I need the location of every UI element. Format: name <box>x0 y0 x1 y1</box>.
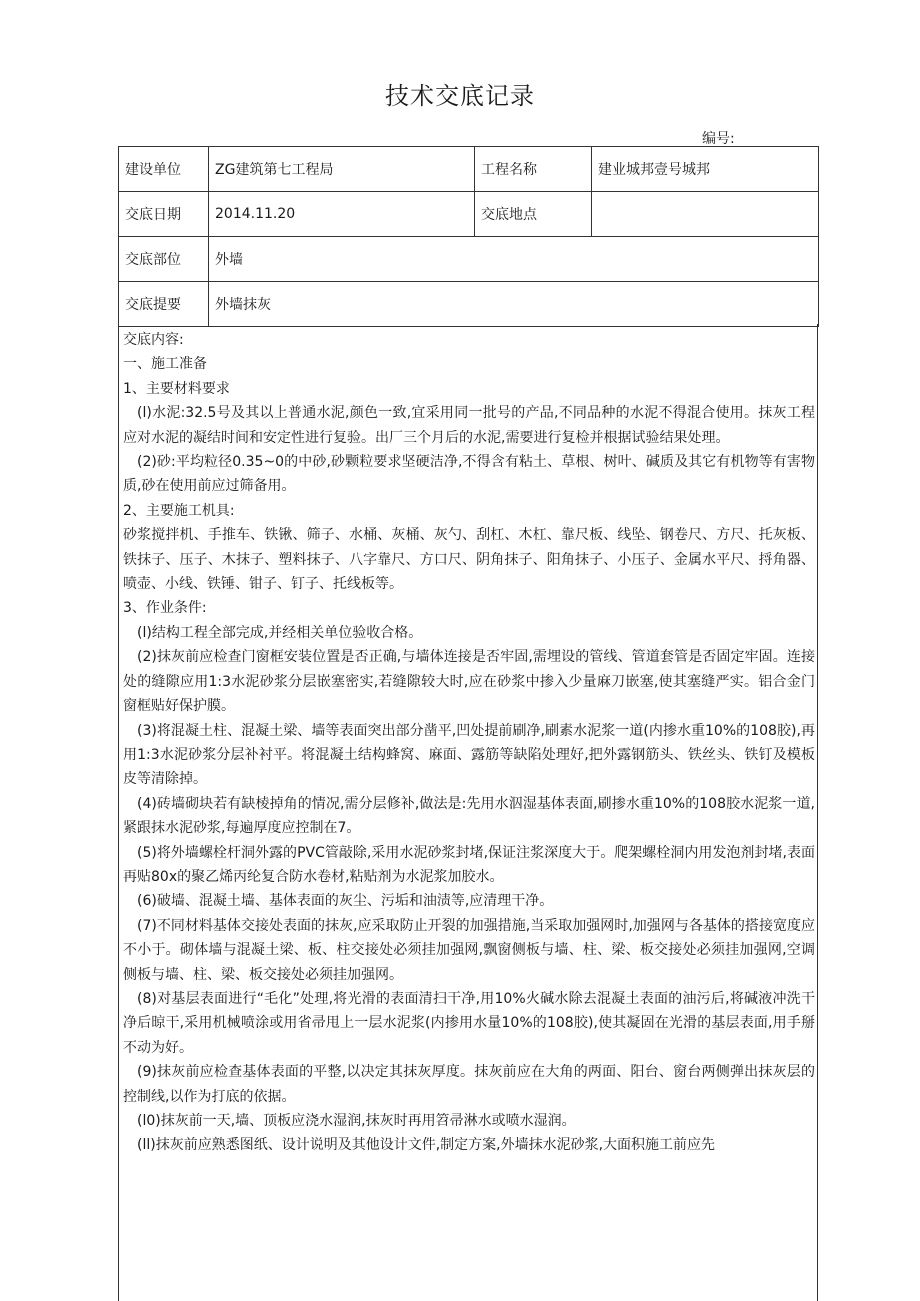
paragraph: (9)抹灰前应检查基体表面的平整,以决定其抹灰厚度。抹灰前应在大角的两面、阳台、窗台两侧弹出抹灰层的控制线,以作为打底的依据。 <box>123 1064 815 1105</box>
paragraph: (6)破墙、混凝土墙、基体表面的灰尘、污垢和油渍等,应清理干净。 <box>137 893 554 910</box>
paragraph: (2)砂:平均粒径0.35~0的中砂,砂颗粒要求坚硬洁净,不得含有粘土、草根、树叶、碱质及其它有机物等有害物质,砂在使用前应过筛备用。 <box>123 454 815 495</box>
paragraph: (5)将外墙螺栓杆洞外露的PVC管敲除,采用水泥砂浆封堵,保证注浆深度大于。爬架螺栓洞内用发泡剂封堵,表面再贴80x的聚乙烯丙纶复合防水卷材,粘贴剂为水泥浆加胶水。 <box>123 844 815 885</box>
paragraph: (3)将混凝土柱、混凝土梁、墙等表面突出部分凿平,凹处提前刷净,刷素水泥浆一道(内掺水重10%的108胶),再用1:3水泥砂浆分层补衬平。将混凝土结构蜂窝、麻面、露筋等缺陷处理好,把外露钢筋头、铁丝头、铁钉及模板皮等清除掉。 <box>123 722 815 788</box>
header-info-table <box>118 146 819 327</box>
briefing-content-box <box>118 324 818 1301</box>
value-construction-unit: ZG建筑第七工程局 <box>209 147 475 192</box>
value-briefing-part: 外墙 <box>209 237 819 282</box>
label-construction-unit: 建设单位 <box>119 147 209 192</box>
section-heading: 一、施工准备 <box>123 356 207 373</box>
header-row-unit <box>119 147 819 192</box>
header-row-date <box>119 192 819 237</box>
paragraph: (2)抹灰前应检查门窗框安装位置是否正确,与墙体连接是否牢固,需埋设的管线、管道套管是否固定牢固。连接处的缝隙应用1:3水泥砂浆分层嵌塞密实,若缝隙较大时,应在砂浆中掺入少量麻刀嵌塞,使其塞缝严实。铝合金门窗框贴好保护膜。 <box>123 649 815 715</box>
paragraph: (l0)抹灰前一天,墙、顶板应浇水湿润,抹灰时再用笤帚淋水或喷水湿润。 <box>137 1113 576 1129</box>
value-briefing-summary: 外墙抹灰 <box>209 282 819 327</box>
subsection-heading: 3、作业条件: <box>123 600 207 617</box>
header-row-summary <box>119 282 819 327</box>
paragraph: (ll)抹灰前应熟悉图纸、设计说明及其他设计文件,制定方案,外墙抹水泥砂浆,大面积施工前应先 <box>137 1137 716 1154</box>
subsection-heading: 1、主要材料要求 <box>123 380 230 397</box>
value-briefing-date: 2014.11.20 <box>209 192 475 237</box>
paragraph: (l)结构工程全部完成,并经相关单位验收合格。 <box>137 624 423 641</box>
paragraph: (l)水泥:32.5号及其以上普通水泥,颜色一致,宜采用同一批号的产品,不同品种的水泥不得混合使用。抹灰工程应对水泥的凝结时间和安定性进行复验。出厂三个月后的水泥,需要进行复检并根据试验结果处理。 <box>123 405 815 446</box>
value-briefing-location <box>592 192 819 237</box>
paragraph: (7)不同材料基体交接处表面的抹灰,应采取防止开裂的加强措施,当采取加强网时,加强网与各基体的搭接宽度应不小于。砌体墙与混凝土梁、板、柱交接处必须挂加强网,飘窗侧板与墙、柱、梁、板交接处必须挂加强网,空调侧板与墙、柱、梁、板交接处必须挂加强网。 <box>123 917 815 983</box>
value-project-name: 建业城邦壹号城邦 <box>592 147 819 192</box>
label-briefing-part: 交底部位 <box>119 237 209 282</box>
subsection-heading: 2、主要施工机具: <box>123 502 235 519</box>
label-briefing-summary: 交底提要 <box>119 282 209 327</box>
label-briefing-date: 交底日期 <box>119 192 209 237</box>
paragraph: (4)砖墙砌块若有缺棱掉角的情况,需分层修补,做法是:先用水泅湿基体表面,刷掺水重10%的108胶水泥浆一道,紧跟抹水泥砂浆,每遍厚度应控制在7。 <box>123 795 815 837</box>
header-row-part <box>119 237 819 282</box>
content-heading: 交底内容: <box>123 332 184 348</box>
paragraph: 砂浆搅拌机、手推车、铁锹、筛子、水桶、灰桶、灰勺、刮杠、木杠、靠尺板、线坠、钢卷尺、方尺、托灰板、铁抹子、压子、木抹子、塑料抹子、八字靠尺、方口尺、阴角抹子、阳角抹子、小压子、金属水平尺、捋角器、喷壶、小线、铁锤、钳子、钉子、托线板等。 <box>123 527 815 593</box>
paragraph: (8)对基层表面进行“毛化”处理,将光滑的表面清扫干净,用10%火碱水除去混凝土表面的油污后,将碱液冲洗干净后晾干,采用机械喷涂或用省帚甩上一层水泥浆(内掺用水量10%的108胶),使其凝固在光滑的基层表面,用手掰不动为好。 <box>123 990 815 1056</box>
label-project-name: 工程名称 <box>475 147 592 192</box>
label-briefing-location: 交底地点 <box>475 192 592 237</box>
serial-number-label: 编号: <box>702 131 735 147</box>
document-title: 技术交底记录 <box>385 82 535 110</box>
